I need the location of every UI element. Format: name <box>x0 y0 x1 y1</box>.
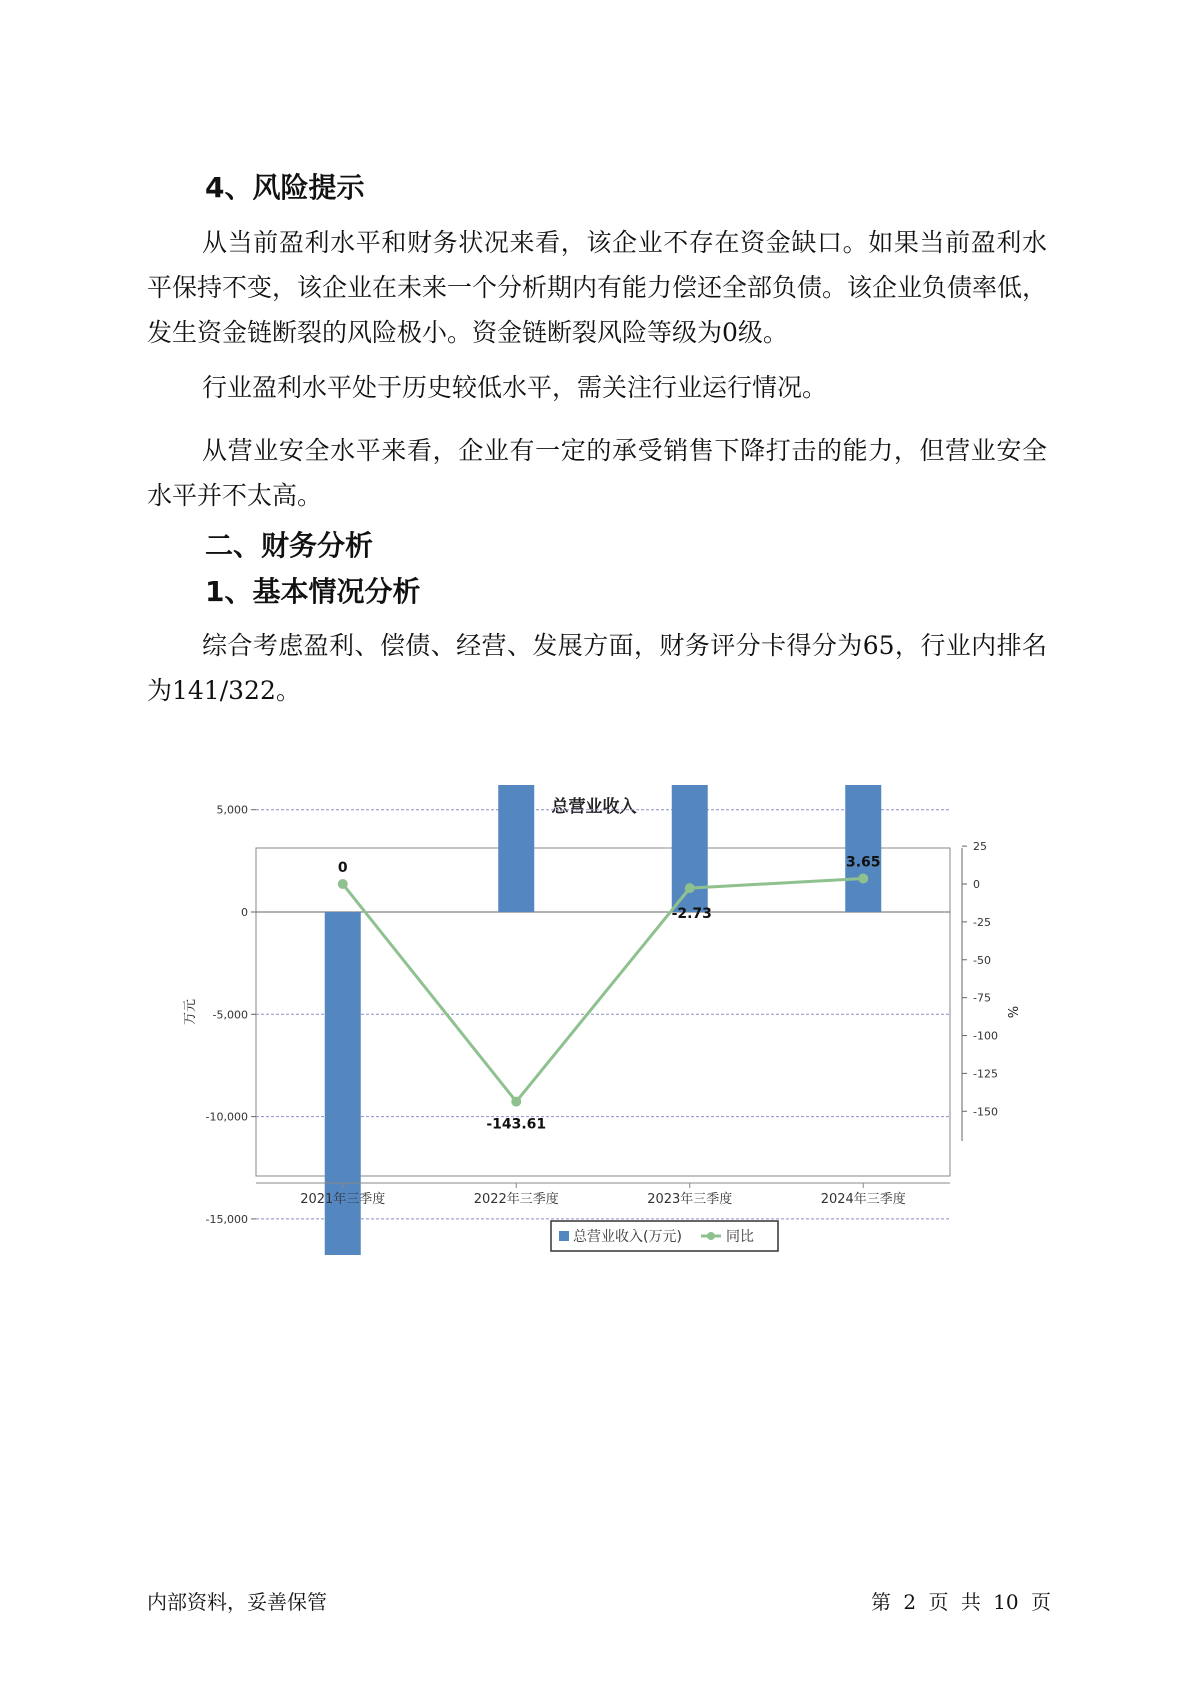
section-heading-financial: 二、财务分析 <box>205 529 374 562</box>
y2-tick-label: -125 <box>973 1067 998 1081</box>
y-tick-label: -10,000 <box>205 1110 248 1124</box>
bar <box>845 785 881 912</box>
paragraph-risk-2: 行业盈利水平处于历史较低水平，需关注行业运行情况。 <box>202 373 828 402</box>
legend <box>551 1221 778 1251</box>
legend-line-label: 同比 <box>726 1229 754 1245</box>
y-tick-label: -15,000 <box>205 1212 248 1226</box>
yoy-data-label: 3.65 <box>845 854 881 871</box>
paragraph-basic-1: 综合考虑盈利、偿债、经营、发展方面，财务评分卡得分为65，行业内排名为141/322。 <box>147 631 1047 705</box>
x-tick-label: 2023年三季度 <box>647 1192 733 1207</box>
legend-line-point <box>707 1232 715 1240</box>
y2-tick-label: -100 <box>973 1029 998 1043</box>
yoy-data-label: -143.61 <box>486 1116 547 1133</box>
y2-tick-label: -50 <box>973 953 991 967</box>
paragraph-risk-3: 从营业安全水平来看，企业有一定的承受销售下降打击的能力，但营业安全水平并不太高。 <box>147 436 1047 510</box>
bar <box>498 785 534 912</box>
revenue-chart <box>170 785 1020 1255</box>
paragraph-risk-1: 从当前盈利水平和财务状况来看，该企业不存在资金缺口。如果当前盈利水平保持不变，该企业在未来一个分析期内有能力偿还全部负债。该企业负债率低，发生资金链断裂的风险极小。资金链断裂风险等级为0级。 <box>147 228 1048 347</box>
y2-tick-label: -75 <box>973 991 991 1005</box>
chart-title: 总营业收入 <box>551 797 637 817</box>
x-tick-label: 2024年三季度 <box>820 1192 906 1207</box>
yoy-data-label: 0 <box>337 860 348 876</box>
right-axis <box>962 840 998 1141</box>
yoy-point <box>511 1097 521 1107</box>
x-tick-label: 2021年三季度 <box>300 1192 386 1207</box>
y2-axis-label: % <box>1004 1005 1019 1019</box>
y-tick-label: 0 <box>241 906 248 919</box>
footer-page-number: 第 2 页 共 10 页 <box>871 1590 1051 1614</box>
y-axis-label: 万元 <box>183 998 198 1026</box>
legend-bar-swatch <box>559 1231 569 1241</box>
subsection-heading-basic: 1、基本情况分析 <box>205 575 421 608</box>
y2-tick-label: -25 <box>973 915 991 929</box>
x-tick-label: 2022年三季度 <box>473 1192 559 1207</box>
yoy-point <box>858 873 868 883</box>
y2-tick-label: 25 <box>973 840 987 854</box>
yoy-data-label: -2.73 <box>671 906 712 923</box>
yoy-point <box>338 879 348 889</box>
y-tick-label: -5,000 <box>212 1008 248 1022</box>
legend-bar-label: 总营业收入(万元) <box>573 1229 682 1245</box>
y2-tick-label: 0 <box>973 878 980 891</box>
yoy-point <box>685 883 695 893</box>
y2-tick-label: -150 <box>973 1105 998 1119</box>
left-axis <box>206 785 256 1255</box>
footer-confidential: 内部资料，妥善保管 <box>147 1590 327 1614</box>
section-heading-risk: 4、风险提示 <box>205 171 365 204</box>
y-tick-label: 5,000 <box>216 803 248 817</box>
